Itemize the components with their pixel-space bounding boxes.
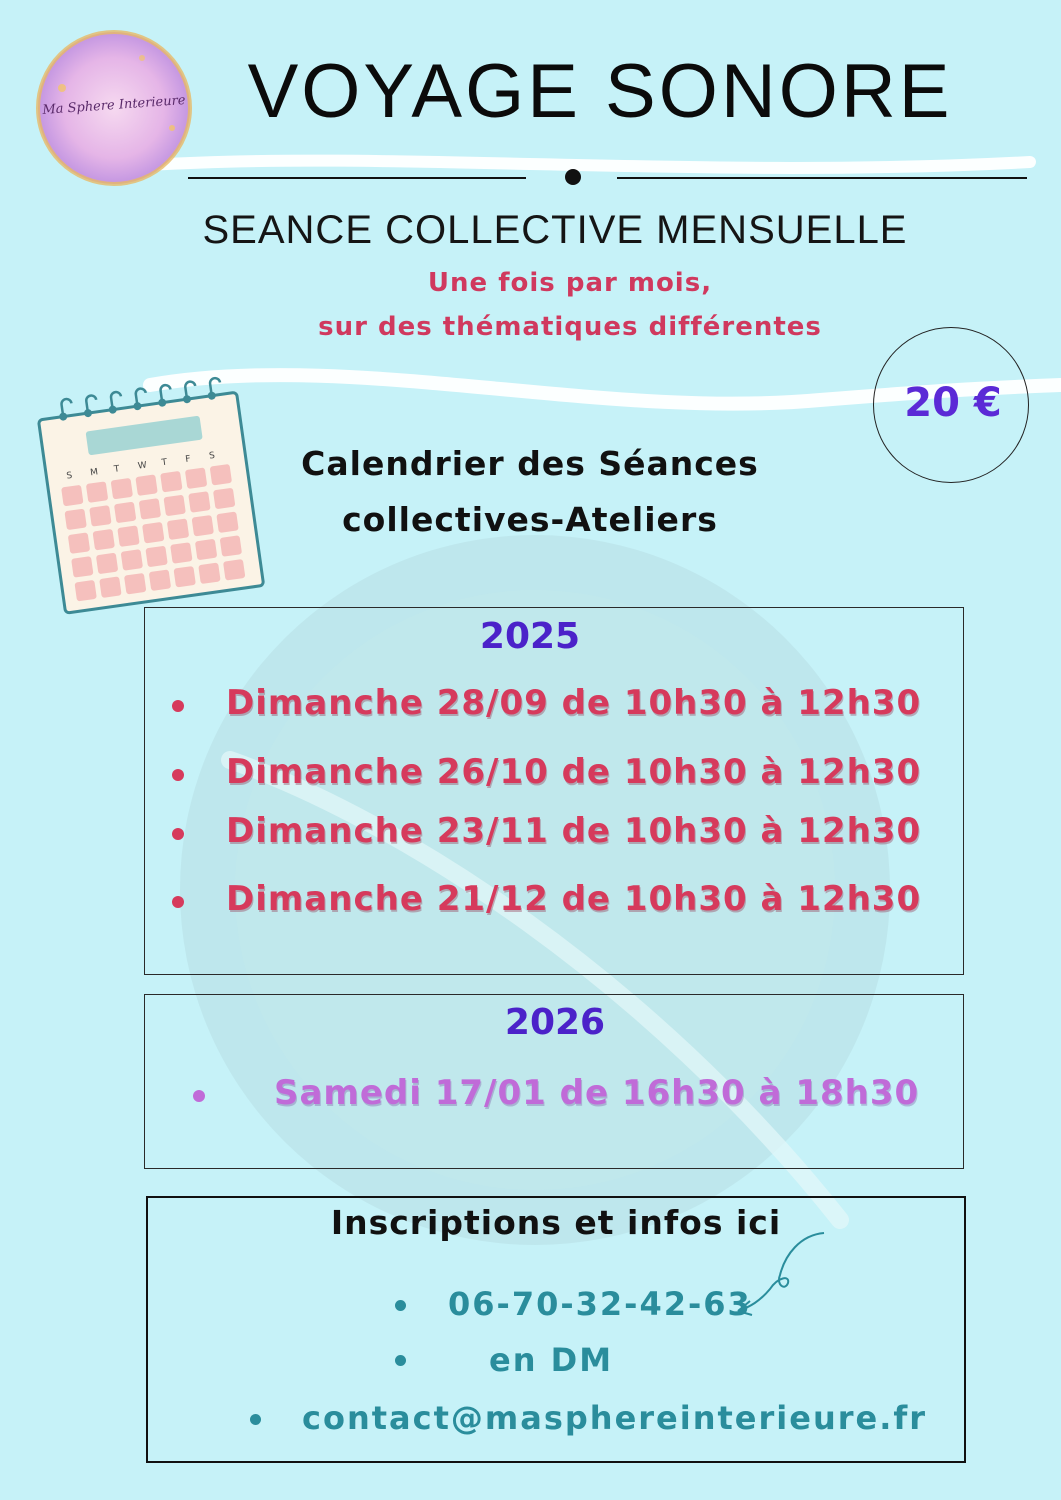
bullet-icon: [395, 1300, 406, 1311]
calendar-day-cell: [220, 535, 242, 557]
calendar-day-cell: [167, 518, 189, 540]
contact-heading: Inscriptions et infos ici: [330, 1203, 782, 1242]
calendar-day-cell: [114, 502, 136, 524]
calendar-day-cell: [96, 553, 118, 575]
calendar-day-cell: [111, 478, 133, 500]
calendar-day-cell: [64, 509, 86, 531]
calendar-icon: [30, 375, 275, 615]
calendar-weekday-label: W: [137, 460, 148, 472]
bullet-icon: [250, 1414, 261, 1425]
calendar-day-cell: [216, 511, 238, 533]
contact-email: contact@masphereinterieure.fr: [302, 1399, 928, 1437]
bullet-icon: [193, 1090, 205, 1102]
title-divider-left: [188, 177, 526, 179]
calendar-heading: [250, 436, 810, 548]
calendar-day-cell: [93, 529, 115, 551]
bullet-icon: [172, 700, 184, 712]
calendar-day-cell: [68, 532, 90, 554]
calendar-day-cell: [99, 576, 121, 598]
brand-logo: [22, 28, 206, 188]
calendar-day-cell: [223, 559, 245, 581]
calendar-day-cell: [163, 495, 185, 517]
calendar-day-cell: [142, 522, 164, 544]
session-2025-1: Dimanche 28/09 de 10h30 à 12h30: [226, 683, 922, 723]
calendar-day-cell: [135, 474, 157, 496]
calendar-day-cell: [89, 505, 111, 527]
year-2026-label: 2026: [504, 1002, 606, 1043]
white-wave-top: [150, 161, 1030, 168]
calendar-day-cell: [74, 580, 96, 602]
title-divider-right: [617, 177, 1027, 179]
logo-text: Ma Sphere Interieure: [41, 93, 187, 118]
bullet-icon: [395, 1355, 406, 1366]
calendar-day-cell: [86, 481, 108, 503]
calendar-weekday-label: S: [208, 450, 216, 462]
calendar-weekday-label: F: [184, 454, 192, 465]
tagline-line-1: Une fois par mois,: [427, 268, 713, 298]
calendar-day-cell: [124, 573, 146, 595]
calendar-day-cell: [188, 491, 210, 513]
calendar-heading-line-2: collectives-Ateliers: [342, 500, 718, 539]
session-2025-2: Dimanche 26/10 de 10h30 à 12h30: [226, 752, 922, 792]
calendar-day-cell: [198, 562, 220, 584]
price-label: 20 €: [904, 380, 1002, 426]
session-2025-3: Dimanche 23/11 de 10h30 à 12h30: [226, 811, 922, 851]
calendar-day-cell: [149, 569, 171, 591]
bullet-icon: [172, 769, 184, 781]
calendar-heading-line-1: Calendrier des Séances: [301, 444, 759, 483]
page-title: VOYAGE SONORE: [247, 49, 953, 134]
bullet-icon: [172, 828, 184, 840]
calendar-day-cell: [139, 498, 161, 520]
calendar-day-cell: [170, 542, 192, 564]
calendar-weekday-label: T: [113, 464, 121, 475]
calendar-day-cell: [185, 467, 207, 489]
contact-dm: en DM: [489, 1341, 614, 1379]
year-2025-label: 2025: [479, 616, 581, 657]
calendar-day-cell: [213, 488, 235, 510]
page-subtitle: SEANCE COLLECTIVE MENSUELLE: [202, 208, 908, 252]
calendar-day-cell: [121, 549, 143, 571]
bullet-icon: [172, 896, 184, 908]
session-2026-1: Samedi 17/01 de 16h30 à 18h30: [274, 1073, 920, 1113]
calendar-day-cell: [210, 464, 232, 486]
title-divider-dot: [565, 169, 581, 185]
calendar-day-cell: [160, 471, 182, 493]
calendar-weekday-label: M: [89, 467, 99, 479]
calendar-day-cell: [145, 546, 167, 568]
calendar-day-cell: [192, 515, 214, 537]
session-2025-4: Dimanche 21/12 de 10h30 à 12h30: [226, 879, 922, 919]
calendar-weekday-label: S: [65, 470, 73, 482]
calendar-weekday-label: T: [160, 457, 168, 469]
contact-phone: 06-70-32-42-63: [448, 1285, 752, 1323]
calendar-day-cell: [61, 485, 83, 507]
calendar-day-cell: [117, 525, 139, 547]
calendar-day-cell: [173, 566, 195, 588]
calendar-day-cell: [71, 556, 93, 578]
tagline-line-2: sur des thématiques différentes: [318, 312, 822, 342]
calendar-day-cell: [195, 539, 217, 561]
